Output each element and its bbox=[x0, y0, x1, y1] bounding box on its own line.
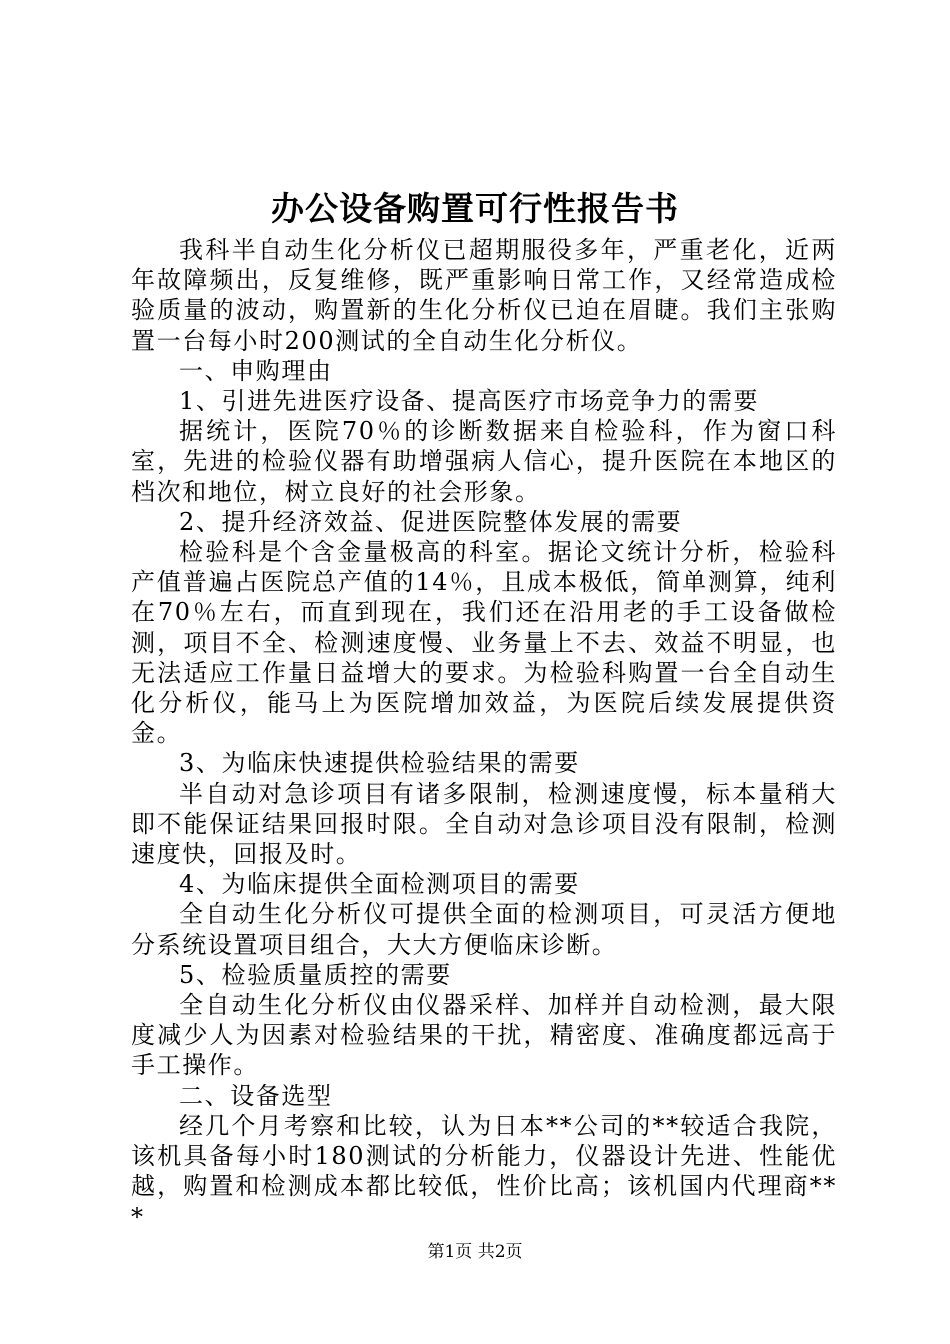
subsection-heading: 1、引进先进医疗设备、提高医疗市场竞争力的需要 bbox=[179, 387, 760, 416]
paragraph: 经几个月考察和比较，认为日本**公司的**较适合我院，该机具备每小时180测试的分析能力，仪器设计先进、性能优越，购置和检测成本都比较低，性价比高；该机国内代理商*** bbox=[131, 1111, 837, 1231]
subsection-heading: 4、为临床提供全面检测项目的需要 bbox=[179, 870, 580, 899]
paragraph: 检验科是个含金量极高的科室。据论文统计分析，检验科产值普遍占医院总产值的14％，且成本极低，简单测算，纯利在70％左右，而直到现在，我们还在沿用老的手工设备做检测，项目不全、检测速度慢、业务量上不去、效益不明显，也无法适应工作量日益增大的要求。为检验科购置一台全自动生化分析仪，能马上为医院增加效益，为医院后续发展提供资金。 bbox=[131, 538, 837, 748]
subsection-heading: 2、提升经济效益、促进医院整体发展的需要 bbox=[179, 507, 683, 536]
paragraph: 全自动生化分析仪由仪器采样、加样并自动检测，最大限度减少人为因素对检验结果的干扰，精密度、准确度都远高于手工操作。 bbox=[131, 991, 837, 1080]
document-title: 办公设备购置可行性报告书 bbox=[271, 189, 679, 228]
paragraph: 全自动生化分析仪可提供全面的检测项目，可灵活方便地分系统设置项目组合，大大方便临床诊断。 bbox=[131, 900, 837, 959]
subsection-heading: 3、为临床快速提供检验结果的需要 bbox=[179, 749, 580, 778]
subsection-heading: 5、检验质量质控的需要 bbox=[179, 960, 452, 989]
paragraph: 据统计，医院70％的诊断数据来自检验科，作为窗口科室，先进的检验仪器有助增强病人信心，提升医院在本地区的档次和地位，树立良好的社会形象。 bbox=[131, 417, 837, 506]
page-footer: 第1页 共2页 bbox=[427, 1242, 523, 1262]
section-heading: 二、设备选型 bbox=[179, 1081, 333, 1110]
paragraph: 我科半自动生化分析仪已超期服役多年，严重老化，近两年故障频出，反复维修，既严重影响日常工作，又经常造成检验质量的波动，购置新的生化分析仪已迫在眉睫。我们主张购置一台每小时200测试的全自动生化分析仪。 bbox=[131, 236, 837, 355]
document-body bbox=[131, 235, 837, 1232]
section-heading: 一、申购理由 bbox=[179, 356, 333, 385]
paragraph: 半自动对急诊项目有诸多限制，检测速度慢，标本量稍大即不能保证结果回报时限。全自动对急诊项目没有限制，检测速度快，回报及时。 bbox=[131, 779, 837, 869]
